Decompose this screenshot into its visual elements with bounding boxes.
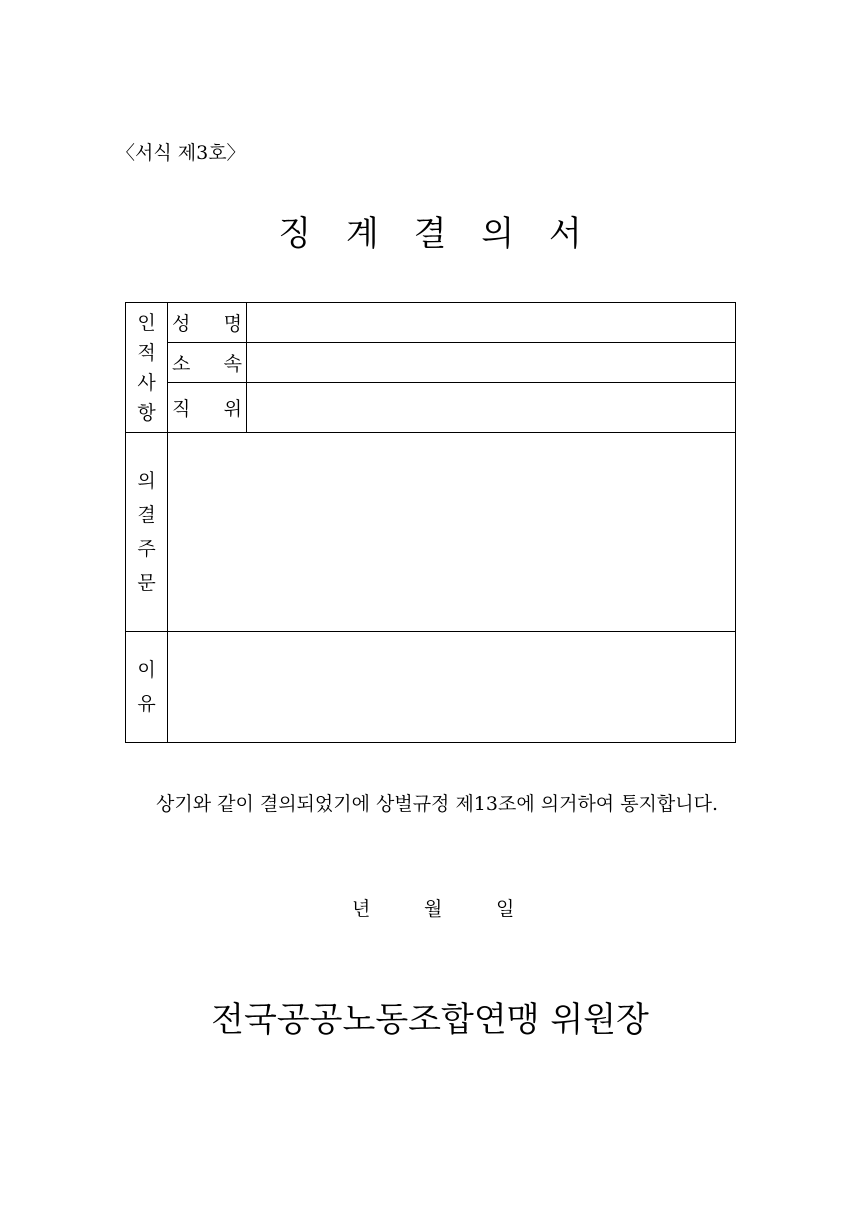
personal-info-label-char: 사: [137, 371, 156, 394]
position-field[interactable]: [247, 383, 736, 433]
position-label-cell: [168, 383, 247, 433]
position-label-char: 직: [172, 398, 191, 420]
resolution-label-char: 문: [137, 572, 156, 594]
resolution-label-char: 결: [137, 504, 156, 526]
notice-text: 상기와 같이 결의되었기에 상벌규정 제13조에 의거하여 통지합니다.: [155, 793, 718, 815]
name-field[interactable]: [247, 303, 736, 343]
position-label-char: 위: [223, 398, 242, 420]
signature-line: 전국공공노동조합연맹 위원장: [211, 1000, 649, 1040]
reason-label: [126, 632, 168, 743]
form-number: 〈서식 제3호〉: [116, 142, 246, 164]
personal-info-label: [126, 303, 168, 433]
name-label-cell: [168, 303, 247, 343]
reason-field[interactable]: [168, 632, 736, 743]
personal-info-label-char: 적: [137, 341, 156, 364]
affiliation-field[interactable]: [247, 343, 736, 383]
document-title: 징 계 결 의 서: [278, 214, 594, 254]
name-label-char: 명: [223, 313, 242, 335]
affiliation-label-char: 소: [172, 353, 191, 375]
disciplinary-form-table: [125, 302, 736, 743]
date-month-label: 월: [424, 898, 443, 920]
resolution-field[interactable]: [168, 433, 736, 632]
affiliation-label-cell: [168, 343, 247, 383]
personal-info-label-char: 인: [137, 311, 156, 334]
reason-label-char: 이: [137, 659, 156, 681]
date-line: [352, 894, 514, 921]
reason-label-char: 유: [137, 693, 156, 715]
resolution-label-char: 주: [137, 538, 156, 560]
personal-info-label-char: 항: [137, 401, 156, 424]
resolution-label-char: 의: [137, 470, 156, 492]
resolution-label: [126, 433, 168, 632]
date-day-label: 일: [496, 898, 515, 920]
affiliation-label-char: 속: [223, 353, 242, 375]
date-year-label: 년: [352, 898, 371, 920]
name-label-char: 성: [172, 313, 191, 335]
